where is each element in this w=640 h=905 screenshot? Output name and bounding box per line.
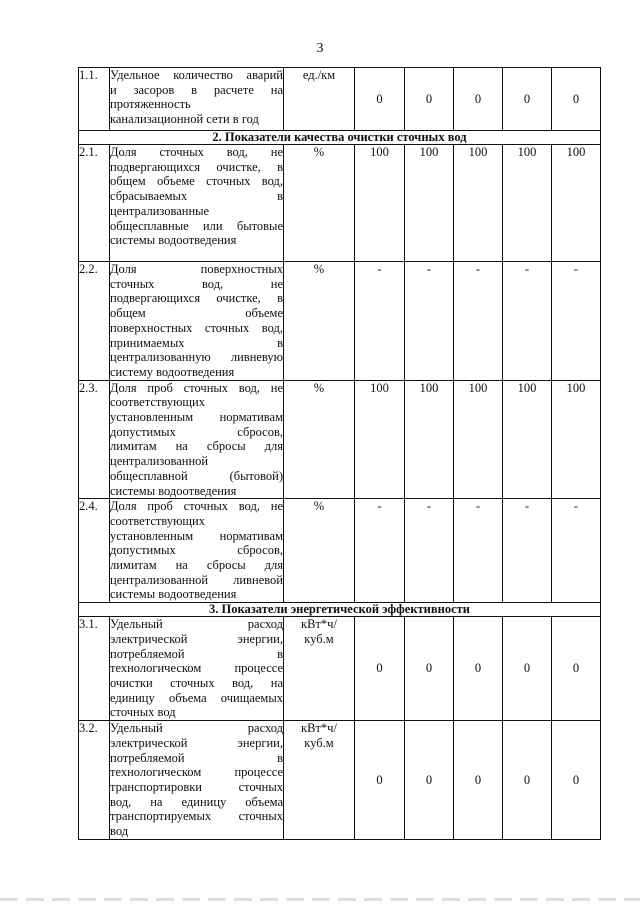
value-cell: 100 — [355, 380, 405, 499]
description-line: системы водоотведения — [110, 483, 237, 498]
indicator-description — [110, 499, 284, 603]
value-cell: - — [503, 262, 552, 381]
value-cell: 100 — [454, 380, 503, 499]
indicator-description — [110, 262, 284, 381]
indicator-description — [110, 380, 284, 499]
description-line: принимаемых в — [110, 335, 283, 350]
description-line: централизованные — [110, 203, 210, 218]
table-row — [79, 617, 601, 721]
value-cell: - — [552, 499, 601, 603]
value-cell: 0 — [552, 721, 601, 840]
description-line: общесплавные или бытовые — [110, 218, 283, 233]
value-cell: - — [503, 499, 552, 603]
table-row — [79, 380, 601, 499]
scan-edge-artifact — [0, 898, 640, 901]
row-number: 1.1. — [79, 68, 110, 131]
section-title: 2. Показатели качества очистки сточных вод — [79, 131, 601, 145]
description-line: сбрасываемых в — [110, 189, 283, 204]
value-cell: 100 — [552, 145, 601, 262]
description-line: подвергающихся очистке, в — [110, 291, 283, 306]
description-line: установленным нормативам — [110, 410, 283, 425]
unit-cell — [284, 262, 355, 381]
unit-cell — [284, 721, 355, 840]
description-line: Доля проб сточных вод, не — [110, 380, 283, 395]
value-cell: 100 — [503, 380, 552, 499]
description-line: системы водоотведения — [110, 587, 237, 602]
unit-text: куб.м — [304, 631, 334, 646]
description-line: соответствующих — [110, 395, 205, 410]
description-line: транспортировки сточных — [110, 779, 283, 794]
value-cell: 0 — [503, 68, 552, 131]
value-cell: 0 — [355, 68, 405, 131]
description-line: электрической энергии, — [110, 735, 283, 750]
value-cell: - — [552, 262, 601, 381]
value-cell: - — [355, 262, 405, 381]
description-line: вод, на единицу объема — [110, 794, 283, 809]
description-line: поверхностных сточных вод, — [110, 320, 283, 335]
value-cell: - — [454, 499, 503, 603]
description-line: Доля сточных вод, не — [110, 145, 283, 159]
page-number: 3 — [316, 41, 324, 56]
value-cell: 100 — [355, 145, 405, 262]
description-line: потребляемой в — [110, 646, 283, 661]
description-line: централизованную ливневую — [110, 350, 283, 365]
section-title: 3. Показатели энергетической эффективности — [79, 603, 601, 617]
description-line: установленным нормативам — [110, 528, 283, 543]
value-cell: - — [405, 262, 454, 381]
unit-cell — [284, 68, 355, 131]
description-line: Удельный расход — [110, 721, 283, 736]
table-row — [79, 721, 601, 840]
description-line: вод — [110, 824, 129, 839]
description-line: Доля поверхностных — [110, 262, 283, 276]
value-cell: 0 — [503, 721, 552, 840]
value-cell: - — [355, 499, 405, 603]
description-line: сточных вод, не — [110, 276, 283, 291]
description-line: системы водоотведения — [110, 233, 237, 248]
unit-text: % — [313, 499, 325, 514]
description-line: электрической энергии, — [110, 631, 283, 646]
value-cell: - — [405, 499, 454, 603]
indicators-table — [78, 67, 601, 840]
description-line: и засоров в расчете на — [110, 82, 283, 97]
description-line: систему водоотведения — [110, 364, 235, 379]
unit-cell — [284, 499, 355, 603]
description-line: Удельное количество аварий — [110, 68, 283, 82]
description-line: Доля проб сточных вод, не — [110, 499, 283, 514]
value-cell: 100 — [405, 145, 454, 262]
description-line: потребляемой в — [110, 750, 283, 765]
value-cell: 0 — [355, 721, 405, 840]
indicator-description — [110, 68, 284, 131]
description-line: общесплавной (бытовой) — [110, 468, 283, 483]
description-line: лимитам на сбросы для — [110, 439, 283, 454]
value-cell: 0 — [454, 721, 503, 840]
row-number: 2.2. — [79, 262, 110, 381]
unit-text: кВт*ч/ — [301, 721, 337, 736]
description-line: технологическом процессе — [110, 661, 283, 676]
unit-text: % — [313, 380, 325, 395]
value-cell: 100 — [503, 145, 552, 262]
section-header-row — [79, 131, 601, 145]
row-number: 2.3. — [79, 380, 110, 499]
description-line: транспортируемых сточных — [110, 809, 283, 824]
description-line: Удельный расход — [110, 617, 283, 632]
description-line: технологическом процессе — [110, 765, 283, 780]
description-line: протяженность — [110, 97, 191, 112]
description-line: централизованной ливневой — [110, 572, 283, 587]
value-cell: 0 — [405, 68, 454, 131]
description-line: общем объеме сточных вод, — [110, 174, 283, 189]
description-line: общем объеме — [110, 306, 283, 321]
unit-cell — [284, 145, 355, 262]
unit-cell — [284, 380, 355, 499]
description-line: допустимых сбросов, — [110, 543, 283, 558]
unit-cell — [284, 617, 355, 721]
row-number: 3.2. — [79, 721, 110, 840]
description-line: единицу объема очищаемых — [110, 690, 283, 705]
unit-text: ед./км — [302, 68, 336, 82]
unit-text: % — [313, 145, 325, 159]
value-cell: 0 — [355, 617, 405, 721]
description-line: лимитам на сбросы для — [110, 558, 283, 573]
value-cell: 0 — [454, 617, 503, 721]
description-line: сточных вод — [110, 705, 176, 720]
value-cell: 0 — [454, 68, 503, 131]
description-line: допустимых сбросов, — [110, 424, 283, 439]
table-row — [79, 262, 601, 381]
row-number: 3.1. — [79, 617, 110, 721]
table-row — [79, 145, 601, 262]
description-line: соответствующих — [110, 513, 205, 528]
row-number: 2.1. — [79, 145, 110, 262]
description-line: централизованной — [110, 454, 209, 469]
value-cell: 0 — [405, 617, 454, 721]
value-cell: 0 — [503, 617, 552, 721]
description-line: очистки сточных вод, на — [110, 675, 283, 690]
indicator-description — [110, 145, 284, 262]
indicator-description — [110, 617, 284, 721]
value-cell: - — [454, 262, 503, 381]
table-body — [79, 68, 601, 840]
table-row — [79, 499, 601, 603]
value-cell: 100 — [405, 380, 454, 499]
value-cell: 0 — [552, 617, 601, 721]
indicator-description — [110, 721, 284, 840]
unit-text: куб.м — [304, 735, 334, 750]
value-cell: 0 — [552, 68, 601, 131]
unit-text: % — [313, 262, 325, 276]
description-line: канализационной сети в год — [110, 112, 259, 127]
value-cell: 0 — [405, 721, 454, 840]
table-row — [79, 68, 601, 131]
section-header-row — [79, 603, 601, 617]
value-cell: 100 — [454, 145, 503, 262]
row-number: 2.4. — [79, 499, 110, 603]
value-cell: 100 — [552, 380, 601, 499]
unit-text: кВт*ч/ — [301, 617, 337, 632]
description-line: подвергающихся очистке, в — [110, 159, 283, 174]
